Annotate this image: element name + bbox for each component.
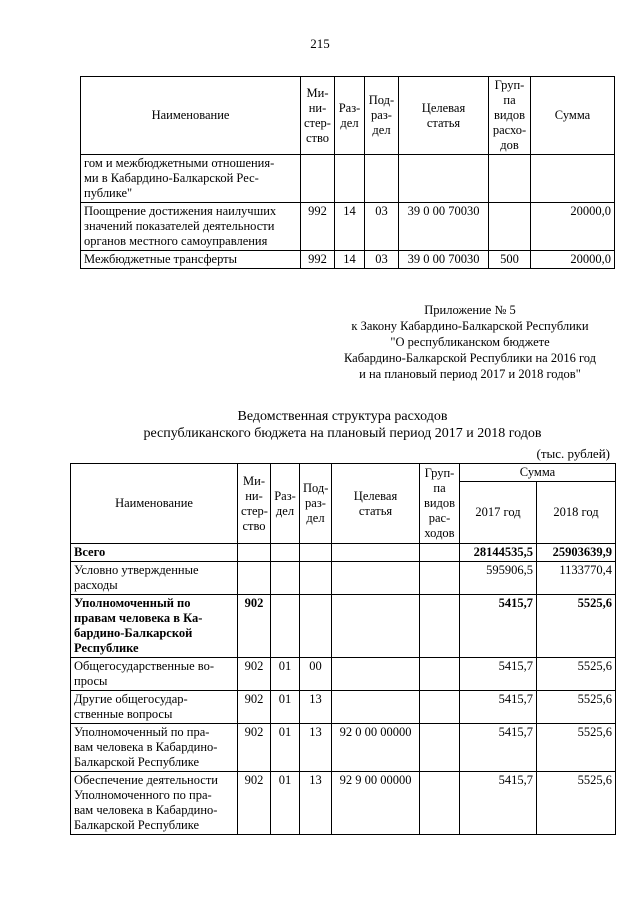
header-target: Целевая статья bbox=[332, 464, 420, 544]
cell-ministry bbox=[238, 544, 271, 562]
cell-y2017: 5415,7 bbox=[460, 724, 537, 772]
cell-name: гом и межбюджетными отношения- ми в Кабардино-Балкарской Рес- публике" bbox=[81, 155, 301, 203]
cell-target: 92 9 00 00000 bbox=[332, 772, 420, 835]
cell-name: Общегосударственные во- просы bbox=[71, 658, 238, 691]
cell-group bbox=[420, 691, 460, 724]
cell-subsection bbox=[300, 544, 332, 562]
cell-target: 39 0 00 70030 bbox=[399, 203, 489, 251]
cell-sum: 20000,0 bbox=[531, 203, 615, 251]
header-2018: 2018 год bbox=[537, 482, 616, 544]
cell-group bbox=[489, 155, 531, 203]
header-ministry: Ми- ни- стер- ство bbox=[301, 77, 335, 155]
table-row bbox=[81, 251, 615, 269]
cell-subsection: 00 bbox=[300, 658, 332, 691]
cell-ministry: 902 bbox=[238, 724, 271, 772]
cell-subsection: 03 bbox=[365, 203, 399, 251]
cell-y2018: 5525,6 bbox=[537, 595, 616, 658]
cell-name: Всего bbox=[71, 544, 238, 562]
table-row bbox=[81, 155, 615, 203]
cell-y2018: 25903639,9 bbox=[537, 544, 616, 562]
cell-y2018: 1133770,4 bbox=[537, 562, 616, 595]
header-name: Наименование bbox=[71, 464, 238, 544]
cell-ministry: 902 bbox=[238, 691, 271, 724]
cell-name: Поощрение достижения наилучших значений показателей деятельности органов местного самоуправления bbox=[81, 203, 301, 251]
top-table bbox=[80, 76, 615, 269]
appendix-line: Приложение № 5 bbox=[424, 303, 516, 317]
cell-y2017: 5415,7 bbox=[460, 691, 537, 724]
cell-target bbox=[399, 155, 489, 203]
cell-ministry: 902 bbox=[238, 772, 271, 835]
document-title bbox=[70, 408, 615, 442]
header-section: Раз- дел bbox=[271, 464, 300, 544]
cell-y2018: 5525,6 bbox=[537, 691, 616, 724]
table-row bbox=[71, 544, 616, 562]
table-row bbox=[71, 595, 616, 658]
cell-y2017: 595906,5 bbox=[460, 562, 537, 595]
table-row bbox=[81, 203, 615, 251]
cell-subsection bbox=[300, 562, 332, 595]
appendix-line: "О республиканском бюджете bbox=[390, 335, 550, 349]
cell-sum: 20000,0 bbox=[531, 251, 615, 269]
header-sum: Сумма bbox=[460, 464, 616, 482]
bottom-table bbox=[70, 463, 616, 835]
cell-name: Уполномоченный по пра- вам человека в Кабардино- Балкарской Республике bbox=[71, 724, 238, 772]
cell-subsection: 03 bbox=[365, 251, 399, 269]
cell-section: 14 bbox=[335, 251, 365, 269]
cell-section bbox=[335, 155, 365, 203]
header-subsection: Под- раз- дел bbox=[300, 464, 332, 544]
appendix-line: и на плановый период 2017 и 2018 годов" bbox=[359, 367, 581, 381]
cell-section: 14 bbox=[335, 203, 365, 251]
cell-ministry bbox=[301, 155, 335, 203]
cell-ministry: 992 bbox=[301, 203, 335, 251]
title-line: Ведомственная структура расходов bbox=[237, 409, 448, 424]
cell-target bbox=[332, 658, 420, 691]
header-group: Груп- па видов расхо- дов bbox=[489, 77, 531, 155]
cell-section bbox=[271, 562, 300, 595]
cell-target: 92 0 00 00000 bbox=[332, 724, 420, 772]
cell-group bbox=[420, 658, 460, 691]
units-label: (тыс. рублей) bbox=[536, 446, 610, 461]
cell-section: 01 bbox=[271, 772, 300, 835]
cell-subsection: 13 bbox=[300, 691, 332, 724]
cell-target bbox=[332, 562, 420, 595]
page-number: 215 bbox=[310, 36, 330, 51]
cell-ministry: 902 bbox=[238, 658, 271, 691]
cell-name: Уполномоченный по правам человека в Ка- бардино-Балкарской Республике bbox=[71, 595, 238, 658]
header-2017: 2017 год bbox=[460, 482, 537, 544]
cell-section: 01 bbox=[271, 724, 300, 772]
cell-group: 500 bbox=[489, 251, 531, 269]
cell-target bbox=[332, 595, 420, 658]
cell-name: Другие общегосудар- ственные вопросы bbox=[71, 691, 238, 724]
table-row bbox=[71, 724, 616, 772]
cell-group bbox=[420, 544, 460, 562]
cell-ministry: 902 bbox=[238, 595, 271, 658]
cell-subsection bbox=[365, 155, 399, 203]
cell-ministry bbox=[238, 562, 271, 595]
table-row bbox=[71, 772, 616, 835]
header-target: Целевая статья bbox=[399, 77, 489, 155]
header-section: Раз- дел bbox=[335, 77, 365, 155]
cell-sum bbox=[531, 155, 615, 203]
table-row bbox=[71, 562, 616, 595]
cell-name: Обеспечение деятельности Уполномоченного по пра- вам человека в Кабардино- Балкарской Республике bbox=[71, 772, 238, 835]
cell-section bbox=[271, 544, 300, 562]
table-row bbox=[71, 658, 616, 691]
cell-subsection: 13 bbox=[300, 724, 332, 772]
cell-y2017: 5415,7 bbox=[460, 658, 537, 691]
appendix-line: Кабардино-Балкарской Республики на 2016 год bbox=[343, 351, 597, 365]
header-subsection: Под- раз- дел bbox=[365, 77, 399, 155]
cell-subsection bbox=[300, 595, 332, 658]
cell-section bbox=[271, 595, 300, 658]
cell-target bbox=[332, 544, 420, 562]
cell-target: 39 0 00 70030 bbox=[399, 251, 489, 269]
title-line: республиканского бюджета на плановый период 2017 и 2018 годов bbox=[143, 426, 542, 441]
cell-section: 01 bbox=[271, 691, 300, 724]
cell-y2017: 5415,7 bbox=[460, 595, 537, 658]
cell-group bbox=[420, 595, 460, 658]
cell-y2018: 5525,6 bbox=[537, 724, 616, 772]
cell-y2017: 28144535,5 bbox=[460, 544, 537, 562]
cell-section: 01 bbox=[271, 658, 300, 691]
cell-group bbox=[420, 772, 460, 835]
appendix-line: к Закону Кабардино-Балкарской Республики bbox=[351, 319, 589, 333]
header-name: Наименование bbox=[81, 77, 301, 155]
header-sum: Сумма bbox=[531, 77, 615, 155]
table-row bbox=[71, 691, 616, 724]
cell-target bbox=[332, 691, 420, 724]
header-ministry: Ми- ни- стер- ство bbox=[238, 464, 271, 544]
cell-group bbox=[420, 724, 460, 772]
cell-name: Межбюджетные трансферты bbox=[81, 251, 301, 269]
cell-ministry: 992 bbox=[301, 251, 335, 269]
header-group: Груп- па видов рас- ходов bbox=[420, 464, 460, 544]
cell-y2018: 5525,6 bbox=[537, 658, 616, 691]
cell-group bbox=[489, 203, 531, 251]
cell-y2018: 5525,6 bbox=[537, 772, 616, 835]
cell-name: Условно утвержденные расходы bbox=[71, 562, 238, 595]
cell-subsection: 13 bbox=[300, 772, 332, 835]
cell-group bbox=[420, 562, 460, 595]
appendix-block bbox=[320, 302, 620, 382]
cell-y2017: 5415,7 bbox=[460, 772, 537, 835]
